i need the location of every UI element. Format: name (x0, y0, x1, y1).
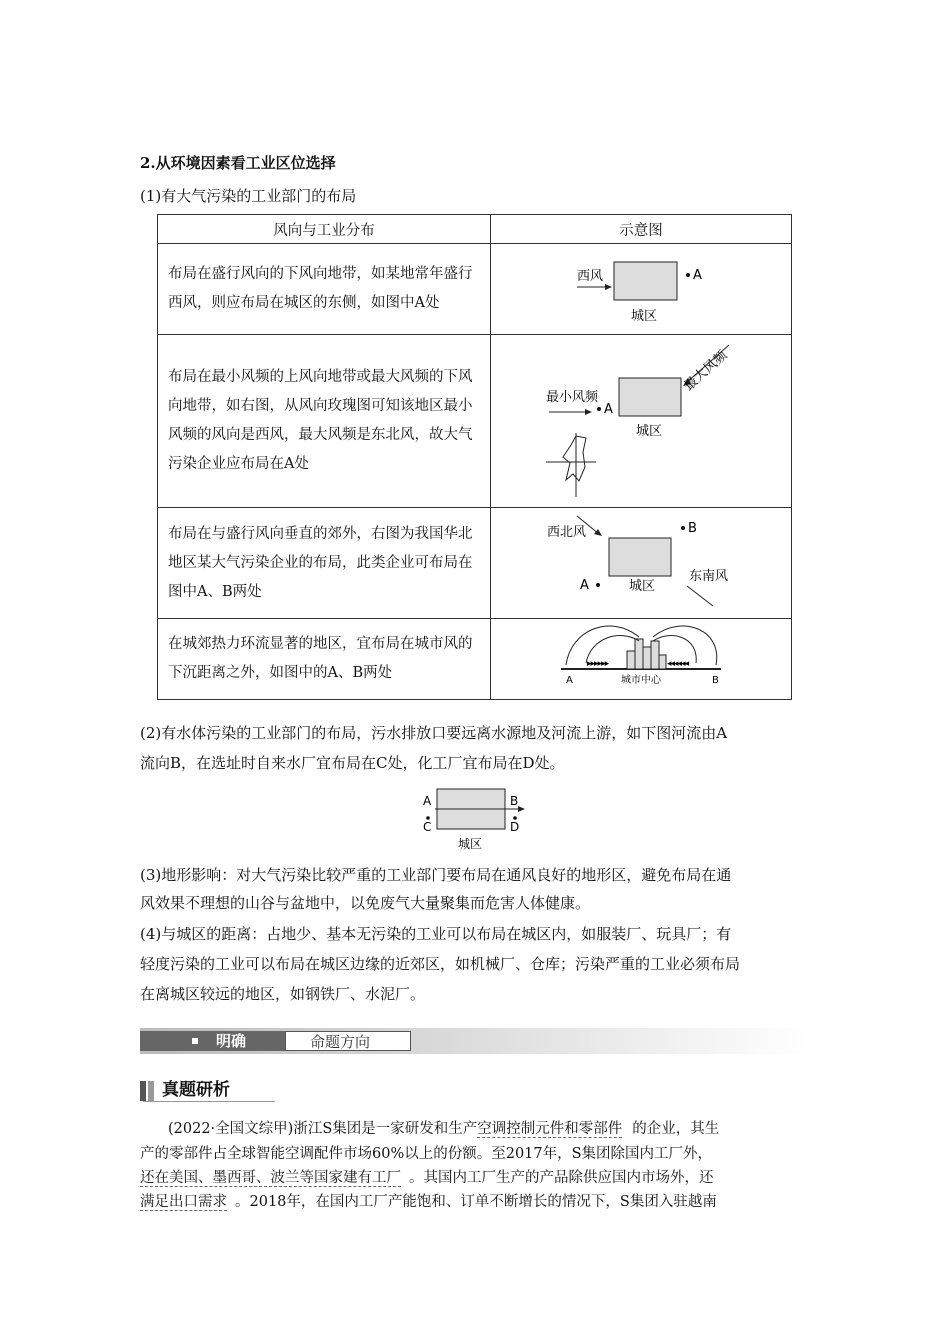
arrow-head (585, 409, 592, 415)
point-a-label: A (423, 794, 432, 808)
point-b-label: B (510, 794, 519, 808)
point-d-label: D (510, 820, 520, 834)
city-block (619, 378, 681, 416)
nw-wind-label: 西北风 (547, 525, 587, 540)
point-label: A (604, 402, 613, 417)
building (635, 639, 643, 669)
title-bar-icon (140, 1081, 146, 1101)
sub4-line3: 在离城区较远的地区，如钢铁厂、水泥厂。 (140, 985, 426, 1003)
point-c-label: C (423, 820, 432, 834)
max-wind-label: 最大风频 (681, 348, 731, 394)
building (651, 641, 659, 669)
arrow-head (605, 284, 612, 290)
building (643, 647, 651, 669)
surface-flow-right: ◂◂◂◂◂◂ (667, 659, 689, 669)
point-a-label: A (566, 675, 573, 686)
sub2-line2: 流向B，在选址时自来水厂宜布局在C处，化工厂宜布局在D处。 (140, 754, 565, 772)
para-l1-underline: 空调控制元件和零部件 (477, 1121, 623, 1137)
row2-text: 布局在最小风频的上风向地带或最大风频的下风向地带，如右图，从风向玫瑰图可知该地区最小风频的风向是西风，最大风频是东北风，故大气污染企业应布局在A处 (168, 369, 473, 472)
wind-rose-shape (563, 436, 586, 481)
row4-text: 在城郊热力环流显著的地区，宜布局在城市风的下沉距离之外，如图中的A、B两处 (168, 636, 473, 681)
sub1-title: (1)有大气污染的工业部门的布局 (140, 187, 357, 205)
diagram-heat-island (491, 619, 791, 695)
city-block (609, 538, 671, 576)
point-b-label: B (712, 675, 719, 686)
para-line1 (168, 1115, 719, 1143)
arrow-head (594, 529, 602, 536)
point-b-label: B (688, 521, 697, 536)
diagram-perpendicular (491, 508, 791, 614)
para-line2: 产的零部件占全球智能空调配件市场60%以上的份额。至2017年，S集团除国内工厂外， (140, 1146, 713, 1162)
table-row (158, 244, 792, 335)
point-dot (597, 407, 601, 411)
point-a-dot (596, 583, 600, 587)
table-row (158, 619, 792, 700)
square-bullet-icon (192, 1038, 198, 1044)
table-header-row (158, 215, 792, 244)
wind-label: 西风 (577, 269, 604, 284)
point-a-label: A (580, 578, 589, 593)
sub4-line1: (4)与城区的距离：占地少、基本无污染的工业可以布局在城区内，如服装厂、玩具厂；有 (140, 925, 732, 943)
area-label: 城区 (636, 424, 663, 439)
area-label: 城区 (458, 837, 483, 851)
banner-dark (140, 1031, 285, 1051)
min-wind-label: 最小风频 (546, 390, 599, 405)
surface-flow-left: ▸▸▸▸▸▸ (587, 659, 609, 669)
arrow-head (518, 806, 525, 812)
center-label: 城市中心 (621, 675, 661, 686)
point-b-dot (681, 526, 685, 530)
se-wind-arrow (687, 586, 713, 606)
sub3-line1: (3)地形影响：对大气污染比较严重的工业部门要布局在通风良好的地形区，避免布局在通 (140, 866, 732, 884)
diagram-wind-rose (491, 335, 791, 503)
se-wind-label: 东南风 (689, 569, 729, 584)
city-block (614, 262, 677, 300)
area-label: 城区 (631, 309, 658, 324)
banner-label-2: 命题方向 (310, 1033, 371, 1051)
para-l3-b: 。其国内工厂生产的产品除供应国内市场外，还 (409, 1170, 714, 1186)
table-row (158, 508, 792, 619)
layout-table (157, 214, 792, 700)
banner-label-1: 明确 (216, 1032, 247, 1050)
river-diagram (415, 787, 535, 853)
section-banner (140, 1028, 810, 1054)
para-l4-underline: 满足出口需求 (140, 1194, 227, 1210)
row1-text: 布局在盛行风向的下风向地带，如某地常年盛行西风，则应布局在城区的东侧，如图中A处 (168, 266, 473, 311)
sub2-line1: (2)有水体污染的工业部门的布局，污水排放口要远离水源地及河流上游，如下图河流由A (140, 724, 728, 742)
sub3-line2: 风效果不理想的山谷与盆地中，以免废气大量聚集而危害人体健康。 (140, 894, 591, 912)
title-bar-icon-2 (148, 1081, 154, 1101)
research-title: 真题研析 (162, 1080, 230, 1100)
para-l4-b: 。2018年，在国内工厂产能饱和、订单不断增长的情况下，S集团入驻越南 (235, 1194, 717, 1210)
para-line4 (140, 1188, 717, 1216)
section-title: 2.从环境因素看工业区位选择 (140, 154, 336, 172)
point-dot (686, 273, 690, 277)
point-label: A (693, 268, 702, 283)
building (627, 651, 635, 669)
building (659, 655, 666, 669)
diagram-westerly (491, 244, 791, 330)
area-label: 城区 (629, 579, 656, 594)
row3-text: 布局在与盛行风向垂直的郊外，右图为我国华北地区某大气污染企业的布局，此类企业可布局在图中A、B两处 (168, 525, 473, 600)
sub4-line2: 轻度污染的工业可以布局在城区边缘的近郊区，如机械厂、仓库；污染严重的工业必须布局 (140, 955, 741, 973)
para-l1-a: (2022·全国文综甲)浙江S集团是一家研发和生产 (168, 1121, 478, 1137)
para-l3-underline: 还在美国、墨西哥、波兰等国家建有工厂 (140, 1170, 401, 1186)
header-diagram: 示意图 (491, 215, 792, 244)
header-wind: 风向与工业分布 (158, 215, 491, 244)
para-l1-b: 的企业，其生 (632, 1121, 720, 1137)
table-row (158, 335, 792, 508)
